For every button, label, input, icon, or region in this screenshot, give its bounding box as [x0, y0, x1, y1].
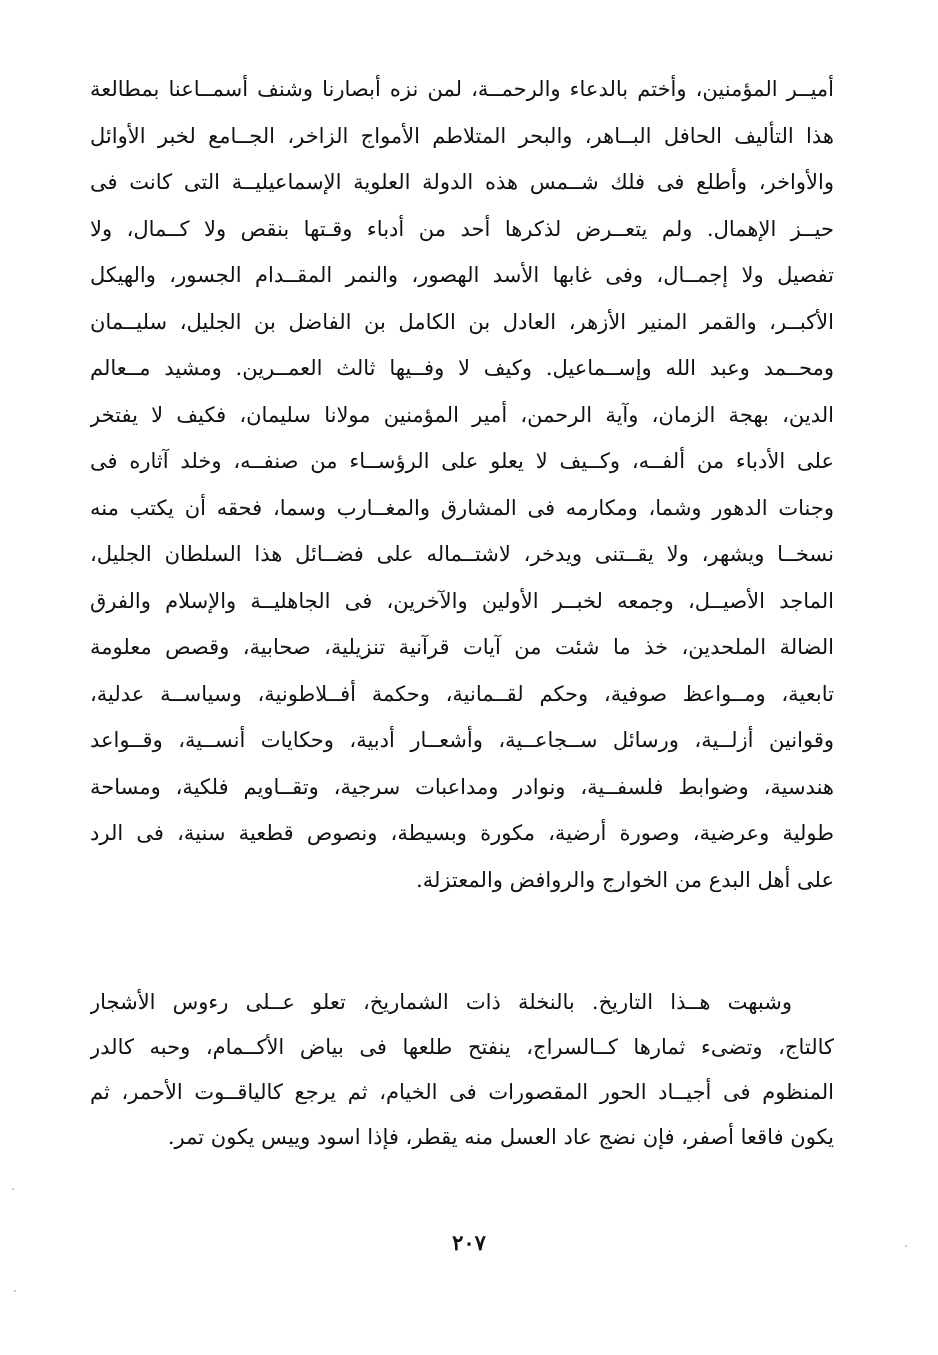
text-line: على أهل البدع من الخوارج والروافض والمعتزلة. [416, 867, 834, 892]
text-line: يكون فاقعا أصفر، فإن نضج عاد العسل منه يقطر، فإذا اسود وييس يكون تمر. [167, 1125, 834, 1149]
text-line: وقوانين أزلــية، ورسائل ســجاعــية، وأشعــار أدبية، وحكايات أنســية، وقــواعد [90, 728, 834, 752]
text-line: والأواخر، وأطلع فى فلك شــمس هذه الدولة العلوية الإسماعيليــة التى كانت فى [90, 170, 834, 194]
text-line: وجنات الدهور وشما، ومكارمه فى المشارق والمغــارب وسما، فحقه أن يكتب منه [90, 495, 834, 520]
text-line: حيــز الإهمال. ولم يتعــرض لذكرها أحد من أدباء وقـتها بنقص ولا كــمال، ولا [90, 216, 834, 241]
text-line: الماجد الأصيــل، وجمعه لخبــر الأولين والآخرين، فى الجاهليــة والإسلام والفرق [90, 588, 834, 613]
text-line: طولية وعرضية، وصورة أرضية، مكورة وبسيطة، ونصوص قطعية سنية، فى الرد [90, 821, 834, 845]
text-line: المنظوم فى أجيــاد الحور المقصورات فى الخيام، ثم يرجع كالياقــوت الأحمر، ثم [90, 1080, 834, 1104]
text-line: الضالة الملحدين، خذ ما شئت من آيات قرآنية تنزيلية، صحابية، وقصص معلومة [90, 635, 834, 659]
scan-speck [12, 1188, 14, 1190]
scan-speck [905, 1245, 907, 1247]
text-line: وشبهت هــذا التاريخ. بالنخلة ذات الشماريخ، تعلو عــلى رءوس الأشجار [90, 990, 792, 1014]
text-line: كالتاج، وتضىء ثمارها كــالسراج، ينفتح طلعها فى بياض الأكــمام، وحبه كالدر [90, 1035, 834, 1059]
paragraph-1 [90, 66, 834, 903]
page-number: ٢٠٧ [452, 1230, 486, 1255]
text-line: أميــر المؤمنين، وأختم بالدعاء والرحمــة، لمن نزه أبصارنا وشنف أسمــاعنا بمطالعة [90, 77, 834, 101]
text-line: هذا التأليف الحافل البــاهر، والبحر المتلاطم الأمواج الزاخر، الجــامع لخبر الأوائل [90, 123, 834, 148]
text-line: على الأدباء من ألفــه، وكــيف لا يعلو على الرؤســاء من صنفــه، وخلد آثاره فى [90, 449, 834, 473]
text-line: نسخــا ويشهر، ولا يقــتنى ويدخر، لاشتــماله على فضــائل هذا السلطان الجليل، [90, 542, 834, 566]
text-line: تفصيل ولا إجمــال، وفى غابها الأسد الهصور، والنمر المقــدام الجسور، والهيكل [90, 263, 834, 287]
text-line: ومحــمد وعبد الله وإســماعيل. وكيف لا وفــيها ثالث العمــرين. ومشيد مــعالم [90, 356, 834, 380]
scan-speck [14, 1290, 16, 1292]
text-line: تابعية، ومــواعظ صوفية، وحكم لقــمانية، وحكمة أفــلاطونية، وسياســة عدلية، [90, 681, 834, 706]
text-line: الدين، بهجة الزمان، وآية الرحمن، أمير المؤمنين مولانا سليمان، فكيف لا يفتخر [90, 402, 834, 427]
paragraph-2 [90, 980, 834, 1160]
text-line: هندسية، وضوابط فلسفــية، ونوادر ومداعبات سرجية، وتقــاويم فلكية، ومساحة [90, 774, 834, 799]
text-line: الأكبــر، والقمر المنير الأزهر، العادل بن الكامل بن الفاضل بن الجليل، سليــمان [90, 309, 834, 334]
